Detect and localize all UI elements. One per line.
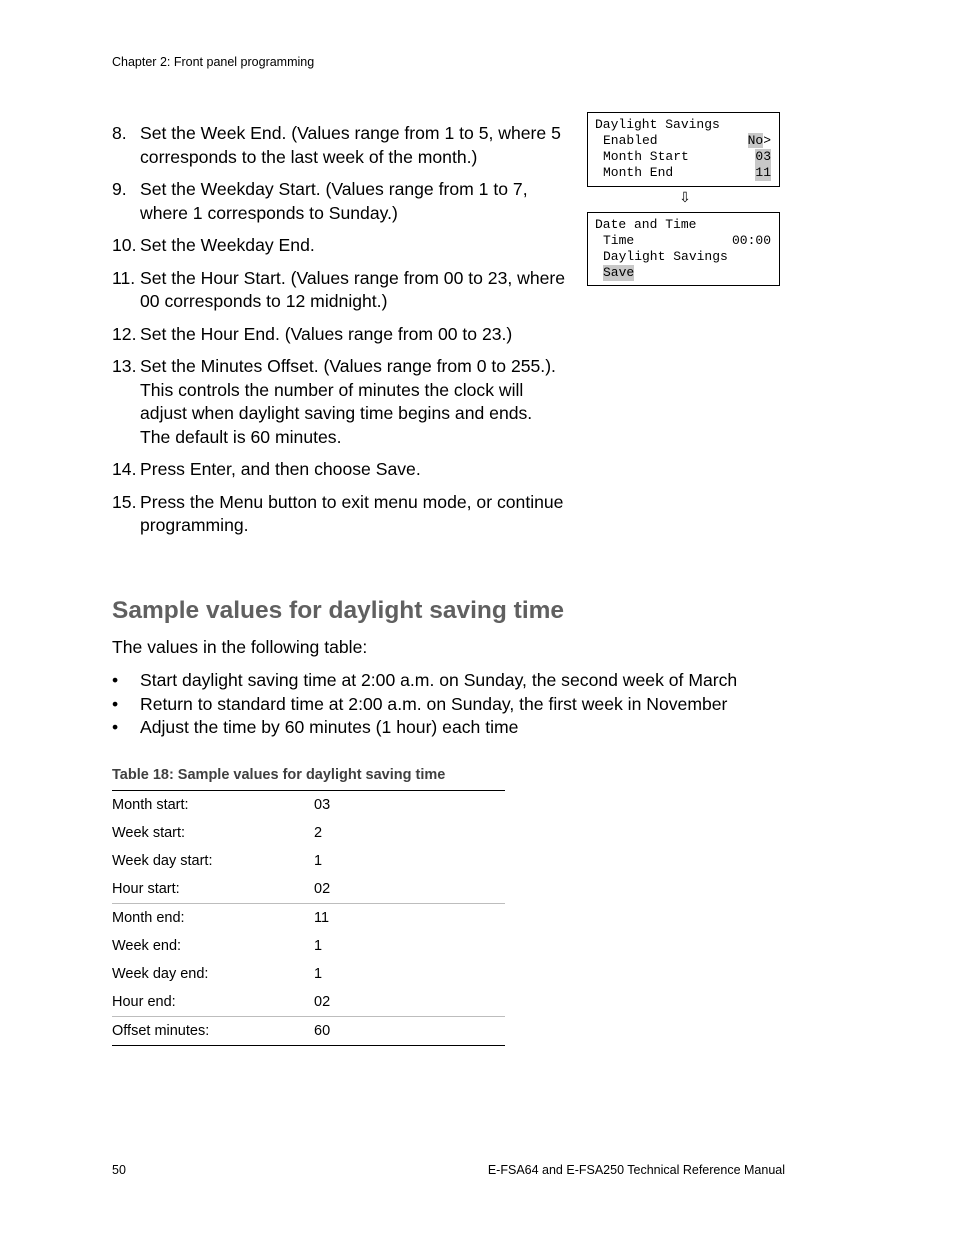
step-number: 12.: [112, 323, 137, 344]
lcd-month-start-value: 03: [755, 149, 771, 164]
row-label: Week day end:: [112, 966, 209, 982]
row-value: 02: [314, 994, 331, 1010]
table-row: [112, 875, 505, 904]
step-item: [112, 267, 567, 314]
step-item: [112, 178, 567, 225]
step-number: 11.: [112, 267, 136, 288]
step-item: [112, 491, 567, 538]
step-text: Set the Hour Start. (Values range from 00 to 23, where 00 corresponds to 12 midnight.): [140, 267, 566, 311]
step-text: Set the Hour End. (Values range from 00 to 23.): [140, 323, 513, 344]
lcd-month-start-label: Month Start: [603, 149, 689, 164]
lcd-date-and-time: [587, 212, 780, 286]
table-row: [112, 791, 505, 820]
step-item: [112, 458, 567, 482]
row-label: Hour start:: [112, 881, 180, 897]
bullet-icon: •: [112, 717, 119, 737]
row-label: Week start:: [112, 825, 186, 841]
row-label: Week day start:: [112, 853, 213, 869]
bullet-item: [112, 669, 812, 693]
footer-title: E-FSA64 and E-FSA250 Technical Reference Manual: [487, 1163, 785, 1177]
lcd-time-label: Time: [603, 233, 635, 248]
lcd-daylight-savings: [587, 112, 780, 187]
table-row: [112, 819, 505, 847]
step-text: Set the Minutes Offset. (Values range from 0 to 255.). This controls the number of minutes the clock will adjust when daylight saving time begins and ends. The default is 60 minutes.: [140, 356, 556, 447]
row-value: 60: [314, 1017, 505, 1046]
lcd-title: Date and Time: [595, 217, 697, 232]
lcd-enabled-label: Enabled: [603, 133, 658, 148]
row-label: Hour end:: [112, 994, 176, 1010]
row-value: 03: [314, 797, 331, 813]
lcd-daylight-label: Daylight Savings: [603, 249, 728, 264]
step-number: 14.: [112, 459, 137, 479]
step-item: [112, 234, 567, 258]
lcd-save-label: Save: [603, 265, 635, 280]
table-caption: Table 18: Sample values for daylight saving time: [112, 767, 446, 783]
page-number: 50: [112, 1163, 126, 1177]
page-header: Chapter 2: Front panel programming: [112, 55, 315, 69]
section-title: Sample values for daylight saving time: [112, 597, 565, 624]
lcd-title: Daylight Savings: [595, 117, 720, 132]
bullet-icon: •: [112, 670, 119, 690]
bullet-item: [112, 693, 812, 717]
row-value: 02: [314, 881, 331, 897]
row-value: 1: [314, 966, 323, 982]
step-text: Set the Weekday End.: [140, 235, 315, 255]
row-label: Offset minutes:: [112, 1017, 314, 1046]
table-row: [112, 988, 505, 1017]
lcd-enabled-value: No: [747, 133, 764, 148]
row-value: 1: [314, 853, 323, 869]
bullet-list: [112, 669, 812, 740]
step-number: 9.: [112, 179, 127, 199]
intro-text: The values in the following table:: [112, 637, 368, 657]
row-label: Week end:: [112, 938, 182, 954]
sample-values-table: [112, 790, 505, 1046]
table-row: [112, 932, 505, 960]
table-row: [112, 1017, 505, 1046]
bullet-text: Adjust the time by 60 minutes (1 hour) each time: [140, 717, 519, 737]
step-item: [112, 323, 567, 347]
step-number: 8.: [112, 123, 127, 143]
row-value: 2: [314, 825, 323, 841]
table-row: [112, 960, 505, 988]
row-label: Month end:: [112, 904, 314, 933]
row-label: Month start:: [112, 797, 189, 813]
step-number: 13.: [112, 356, 137, 376]
lcd-time-value: 00:00: [731, 233, 771, 248]
table-row: [112, 847, 505, 875]
row-value: 1: [314, 938, 323, 954]
lcd-month-end-label: Month End: [603, 165, 674, 180]
step-number: 15.: [112, 491, 137, 512]
step-item: [112, 355, 567, 449]
down-arrow-icon: ⇩: [679, 189, 691, 205]
table-row: [112, 904, 505, 933]
lcd-arrow: >: [763, 133, 771, 148]
steps-list: [112, 122, 567, 547]
step-text: Set the Weekday Start. (Values range from 1 to 7, where 1 corresponds to Sunday.): [140, 179, 528, 223]
step-item: [112, 122, 567, 169]
step-text: Set the Week End. (Values range from 1 to 5, where 5 corresponds to the last week of the month.): [140, 123, 561, 167]
bullet-text: Start daylight saving time at 2:00 a.m. on Sunday, the second week of March: [140, 670, 738, 690]
step-text: Press Enter, and then choose Save.: [140, 459, 421, 479]
row-value: 11: [314, 904, 505, 933]
bullet-text: Return to standard time at 2:00 a.m. on Sunday, the first week in November: [140, 693, 728, 714]
bullet-icon: •: [112, 693, 119, 714]
lcd-month-end-value: 11: [755, 165, 771, 180]
bullet-item: [112, 716, 812, 740]
step-number: 10.: [112, 235, 137, 255]
step-text: Press the Menu button to exit menu mode, or continue programming.: [140, 491, 564, 535]
